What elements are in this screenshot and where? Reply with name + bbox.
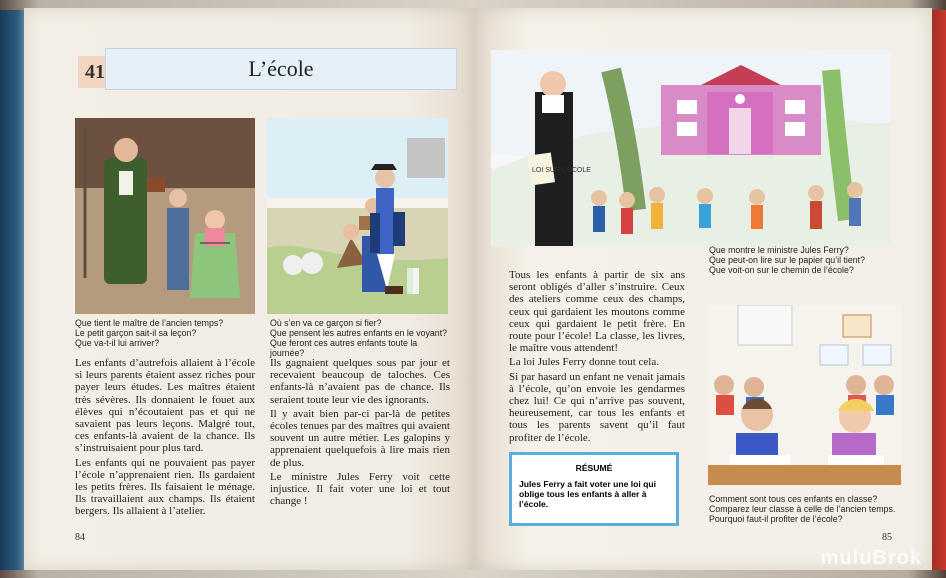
left-caption-1: Que tient le maître de l’ancien temps? Le petit garçon sait-il sa leçon? Que va-t-il lui arriver? (75, 318, 224, 348)
illustration-1-svg (75, 118, 255, 314)
summary-title: RÉSUMÉ (575, 463, 613, 473)
lesson-title-banner (105, 48, 457, 90)
right-caption-bottom: Comment sont tous ces enfants en classe? Comparez leur classe à celle de l’ancien temps. Pourquoi faut-il profiter de l’école? (709, 494, 896, 524)
book-cover-right (930, 10, 946, 570)
right-caption-top: Que montre le ministre Jules Ferry? Que peut-on lire sur le papier qu’il tient? Que voit-on sur le chemin de l’école? (709, 245, 865, 275)
lesson-number: 41 (78, 56, 112, 88)
illustration-boy-walking-to-school (267, 118, 448, 314)
illustration-3-svg (491, 50, 891, 246)
lesson-title: L’école (248, 56, 314, 81)
paper-text: LOI SUR L'ÉCOLE (532, 167, 591, 174)
left-text-column-1: Les enfants d’autrefois allaient à l’école si leurs parents étaient assez riches pour payer leurs études. Les maîtres étaient très sévères. Ils donnaient le fouet aux élèves qui n’écoutaient pas et qui ne savaient pas leurs leçons. Malgré tout, ces enfants-là avaient de la chance. Ils s’instruisaient pour plus tard. Les enfants qui ne pouvaient pas payer l’école n’apprenaient rien. Ils gardaient les petits frères. Ils faisaient le ménage. Ils travaillaient aux champs. Ils étaient bergers. Ils allaient à l’atelier. (75, 357, 255, 518)
illustration-4-svg (708, 305, 901, 485)
left-text-column-2: Ils gagnaient quelques sous par jour et recevaient beaucoup de taloches. Ces enfants-là n’avaient pas de chance. Ils seraient toute leur vie des ignorants. Il y avait bien par-ci par-là de petites écoles tenues par des maîtres qui avaient souvent un autre métier. Les galopins y apprenaient quelquefois à lire mais rien de plus. Le ministre Jules Ferry voit cette injustice. Il fait voter une loi et tout change ! (270, 357, 450, 508)
illustration-teacher-and-children (75, 118, 255, 314)
illustration-classroom (708, 305, 901, 485)
left-page-number: 84 (75, 532, 85, 543)
right-page-number: 85 (882, 532, 892, 543)
summary-text: Jules Ferry a fait voter une loi qui oblige tous les enfants à aller à l’école. (519, 479, 657, 509)
left-caption-2: Où s’en va ce garçon si fier? Que pensent les autres enfants en le voyant? Que feront ces autres enfants toute la journée? (270, 318, 448, 358)
summary-box (509, 452, 679, 526)
right-text-column: Tous les enfants à partir de six ans seront obligés d’aller s’instruire. Ceux des ateliers comme ceux des champs, ceux qui gardaient les moutons comme ceux qui gardaient le petit frère. En route pour l’école! La classe, les livres, le maître vous attendent! La loi Jules Ferry donne tout cela. Si par hasard un enfant ne venait jamais à l’école, qu’on envoie les gendarmes chez lui! Ce qui n’arrive pas souvent, heureusement, car tous les enfants et tous les parents savent qu’il faut profiter de l’école. (509, 269, 685, 444)
illustration-jules-ferry-school (491, 50, 891, 246)
illustration-2-svg (267, 118, 448, 314)
watermark-text: muluBrok (820, 547, 922, 569)
watermark (821, 547, 922, 570)
